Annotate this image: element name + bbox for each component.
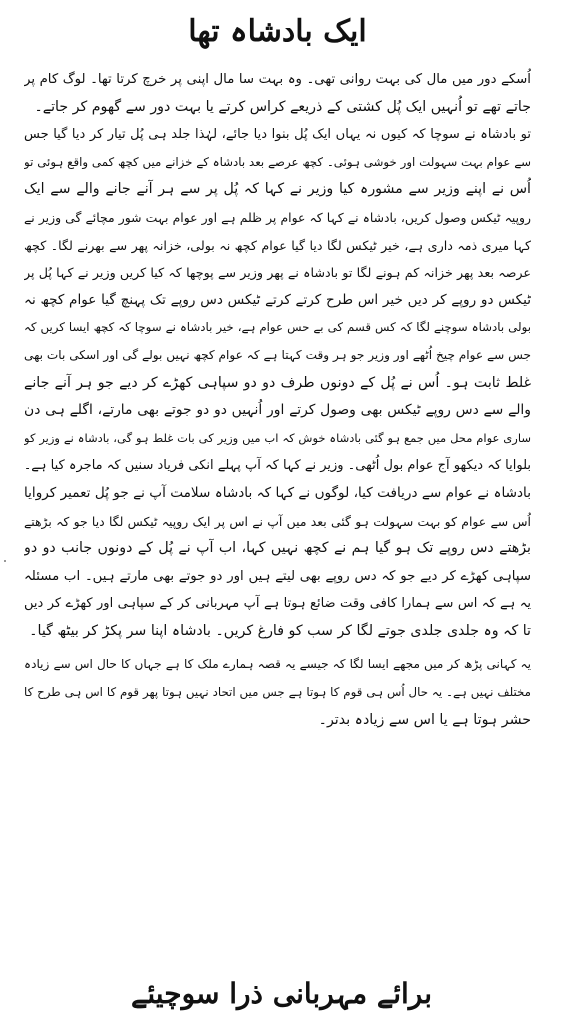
text-line: سپاہی کھڑے کر دیے جو کہ دس روپے بھی لیتے ہیں اور دو جوتے بھی مارتے ہیں۔ اب مسئلہ <box>24 568 531 584</box>
story-paragraph-1 <box>24 66 531 645</box>
text-line: حشر ہوتا ہے یا اس سے زیادہ بدتر۔ <box>318 711 531 728</box>
text-line: عرصہ بعد پھر خزانہ کم ہونے لگا تو بادشاہ نے پھر وزیر سے پوچھا کہ کیا کریں وزیر نے کہا پُل پر <box>24 265 531 281</box>
text-line: بادشاہ نے عوام سے دریافت کیا، لوگوں نے کہا کہ بادشاہ سلامت آپ نے جو پُل تعمیر کروایا <box>24 484 531 501</box>
text-line: بولی بادشاہ سوچنے لگا کہ کس قسم کی بے حس عوام ہے، خیر بادشاہ نے سوچا کہ کچھ ایسا کریں کہ <box>24 320 531 335</box>
text-line: یہ ہے کہ اس سے ہمارا کافی وقت ضائع ہوتا ہے آپ مہربانی کر کے سپاہی اور کھڑے کر دیں <box>24 596 531 612</box>
text-line: بڑھتے دس روپے تک ہو گیا ہم نے کچھ نہیں کہا، اب آپ نے پُل کے دونوں جانب دو دو <box>24 540 531 557</box>
text-line: غلط ثابت ہو۔ اُس نے پُل کے دونوں طرف دو دو سپاہی کھڑے کر دیے جو ہر آنے جانے <box>24 374 531 391</box>
text-line: مختلف نہیں ہے۔ یہ حال اُس ہی قوم کا ہوتا ہے جس میں اتحاد نہیں ہوتا پھر قوم کا اس ہی طرح کا <box>24 685 531 700</box>
text-line: سے عوام بہت سہولت اور خوشی ہوئی۔ کچھ عرصے بعد بادشاہ کے خزانے میں کچھ کمی واقع ہوئی تو <box>24 154 531 169</box>
story-paragraph-2 <box>24 651 531 734</box>
text-line: تا کہ وہ جلدی جلدی جوتے لگا کر سب کو فارغ کریں۔ بادشاہ اپنا سر پکڑ کر بیٹھ گیا۔ <box>29 622 531 639</box>
text-line: کہا میری ذمہ داری ہے، خیر ٹیکس لگا دیا گیا عوام کچھ نہ بولی، خزانہ پھر سے بھرنے لگا۔ کچھ <box>24 237 531 253</box>
text-line: یہ کہانی پڑھ کر میں مجھے ایسا لگا کہ جیسے یہ قصہ ہمارے ملک کا ہے جہاں کا حال اس سے زیادہ <box>24 657 531 672</box>
footer-slogan: برائے مہربانی ذرا سوچیئے <box>130 977 433 1010</box>
text-line: اُس سے عوام کو بہت سہولت ہو گئی بعد میں آپ نے اس پر ایک روپیہ ٹیکس لگا دیا جو کہ بڑھتے <box>24 513 531 529</box>
text-line: جاتے تھے تو اُنہیں ایک پُل کشتی کے ذریعے کراس کرتے یا بہت دور سے گھوم کر جاتے۔ <box>34 98 531 115</box>
text-line: اُسکے دور میں مال کی بہت روانی تھی۔ وہ بہت سا مال اپنی پر خرچ کرتا تھا۔ لوگ کام پر <box>24 72 531 87</box>
text-line: ٹیکس دو روپے کر دیں خیر اس طرح کرتے کرتے ٹیکس دس روپے تک پہنچ گیا عوام کچھ نہ <box>24 291 531 308</box>
scan-speck <box>4 560 6 562</box>
text-line: روپیہ ٹیکس وصول کریں، بادشاہ نے کہا کہ عوام پر ظلم ہے اور عوام بہت شور مچائے گی وزیر نے <box>24 209 531 225</box>
text-line: اُس نے اپنے وزیر سے مشورہ کیا وزیر نے کہا کہ پُل پر سے ہر آنے جانے والے سے ایک <box>24 181 531 198</box>
text-line: ساری عوام محل میں جمع ہو گئی بادشاہ خوش کہ اب میں وزیر کی بات غلط ہو گی، بادشاہ نے وزیر کو <box>24 430 531 445</box>
text-line: بلوایا کہ دیکھو آج عوام بول اُٹھی۔ وزیر نے کہا کہ آپ پہلے انکی فریاد سنیں کہ ماجرہ کیا ہے۔ <box>24 458 531 474</box>
text-line: تو بادشاہ نے سوچا کہ کیوں نہ یہاں ایک پُل بنوا دیا جائے، لہٰذا جلد ہی پُل تیار کر دیا گیا جس <box>24 127 531 143</box>
text-line: والے سے دس روپے ٹیکس بھی وصول کرتے اور اُنہیں دو دو جوتے بھی مارتے، اگلے ہی دن <box>24 402 531 419</box>
text-line: جس سے عوام چیخ اُٹھے اور وزیر جو ہر وقت کہتا ہے کہ عوام کچھ نہیں بولے گی اور اسکی بات بھی <box>24 347 531 362</box>
story-title: ایک بادشاہ تھا <box>188 14 367 49</box>
